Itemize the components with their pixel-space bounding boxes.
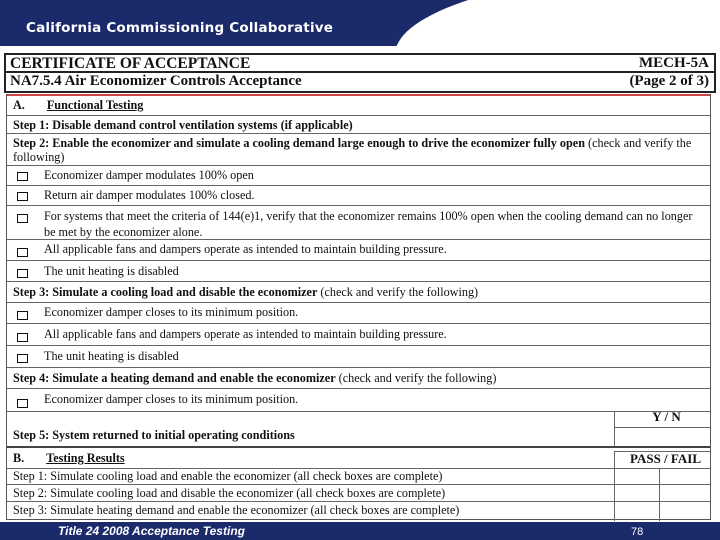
checkbox[interactable] <box>17 399 28 408</box>
list-item <box>7 323 710 345</box>
result-row <box>7 484 710 501</box>
form-title: CERTIFICATE OF ACCEPTANCE <box>10 55 251 72</box>
checkbox[interactable] <box>17 214 28 223</box>
step-3-text: Step 3: Simulate a cooling load and disable the economizer <box>13 285 318 299</box>
step-5-text: Step 5: System returned to initial operating conditions <box>13 428 295 442</box>
section-b-title: Testing Results <box>46 451 125 465</box>
accent-line <box>7 94 710 96</box>
list-item <box>7 302 710 323</box>
step-1-text: Step 1: Disable demand control ventilation systems (if applicable) <box>13 118 353 132</box>
form-code: MECH-5A <box>639 55 709 71</box>
result-cell-divider <box>659 469 660 485</box>
banner-title: California Commissioning Collaborative <box>26 20 334 36</box>
yn-label: Y / N <box>652 409 681 424</box>
step-4-note: (check and verify the following) <box>335 371 497 385</box>
step-3-row <box>7 281 710 302</box>
check-item-text: The unit heating is disabled <box>44 264 179 278</box>
list-item <box>7 388 710 411</box>
checkbox[interactable] <box>17 333 28 342</box>
footer-bar <box>0 522 720 540</box>
step-5-yn-cell[interactable] <box>614 427 710 446</box>
checkbox[interactable] <box>17 172 28 181</box>
list-item <box>7 260 710 281</box>
section-b-header <box>7 451 710 468</box>
yn-header-row <box>7 411 710 427</box>
acceptance-form <box>4 50 716 522</box>
step-2-row <box>7 133 710 165</box>
list-item <box>7 185 710 205</box>
check-item-text: For systems that meet the criteria of 144(e)1, verify that the economizer remains 100% open when the cooling demand can no longer be met by the economizer alone. <box>44 209 693 239</box>
check-item-text: Economizer damper closes to its minimum position. <box>44 392 299 406</box>
result-text: Step 1: Simulate cooling load and enable the economizer (all check boxes are complete) <box>13 469 443 483</box>
list-item <box>7 205 710 239</box>
result-cell-divider <box>659 502 660 521</box>
step-4-row <box>7 367 710 388</box>
check-item-text: The unit heating is disabled <box>44 349 179 363</box>
page-number: 78 <box>631 526 644 538</box>
section-a-header <box>7 95 710 115</box>
result-text: Step 2: Simulate cooling load and disable the economizer (all check boxes are complete) <box>13 486 446 500</box>
check-item-text: All applicable fans and dampers operate as intended to maintain building pressure. <box>44 242 447 256</box>
list-item <box>7 165 710 185</box>
list-item <box>7 345 710 367</box>
step-1-row <box>7 115 710 133</box>
step-3-note: (check and verify the following) <box>317 285 479 299</box>
form-subtitle: NA7.5.4 Air Economizer Controls Acceptance <box>10 73 302 89</box>
checkbox[interactable] <box>17 354 28 363</box>
checkbox[interactable] <box>17 269 28 278</box>
step-2-text: Step 2: Enable the economizer and simulate a cooling demand large enough to drive the economizer fully open <box>13 136 585 150</box>
check-item-text: Return air damper modulates 100% closed. <box>44 188 255 202</box>
checkbox[interactable] <box>17 248 28 257</box>
banner-swoosh <box>373 0 720 46</box>
result-row <box>7 501 710 520</box>
header-banner <box>0 0 720 46</box>
list-item <box>7 239 710 260</box>
result-row <box>7 468 710 484</box>
result-cell-divider <box>659 485 660 502</box>
step-2-note: (check and verify the following) <box>13 136 692 164</box>
checkbox[interactable] <box>17 311 28 320</box>
section-b-label: B. <box>13 451 25 465</box>
section-a-label: A. <box>13 98 25 112</box>
footer-title: Title 24 2008 Acceptance Testing <box>58 524 245 538</box>
form-body <box>6 94 711 520</box>
check-item-text: Economizer damper modulates 100% open <box>44 168 254 182</box>
form-header-row-2 <box>4 73 716 93</box>
step-4-text: Step 4: Simulate a heating demand and enable the economizer <box>13 371 336 385</box>
check-item-text: All applicable fans and dampers operate as intended to maintain building pressure. <box>44 327 447 341</box>
check-item-text: Economizer damper closes to its minimum position. <box>44 305 299 319</box>
form-page: (Page 2 of 3) <box>629 73 709 89</box>
section-a-title: Functional Testing <box>46 98 144 112</box>
form-header-row-1 <box>4 53 716 73</box>
step-5-row <box>7 427 710 446</box>
checkbox[interactable] <box>17 192 28 201</box>
result-text: Step 3: Simulate heating demand and enable the economizer (all check boxes are complete) <box>13 503 460 517</box>
pass-fail-label: PASS / FAIL <box>629 451 702 466</box>
